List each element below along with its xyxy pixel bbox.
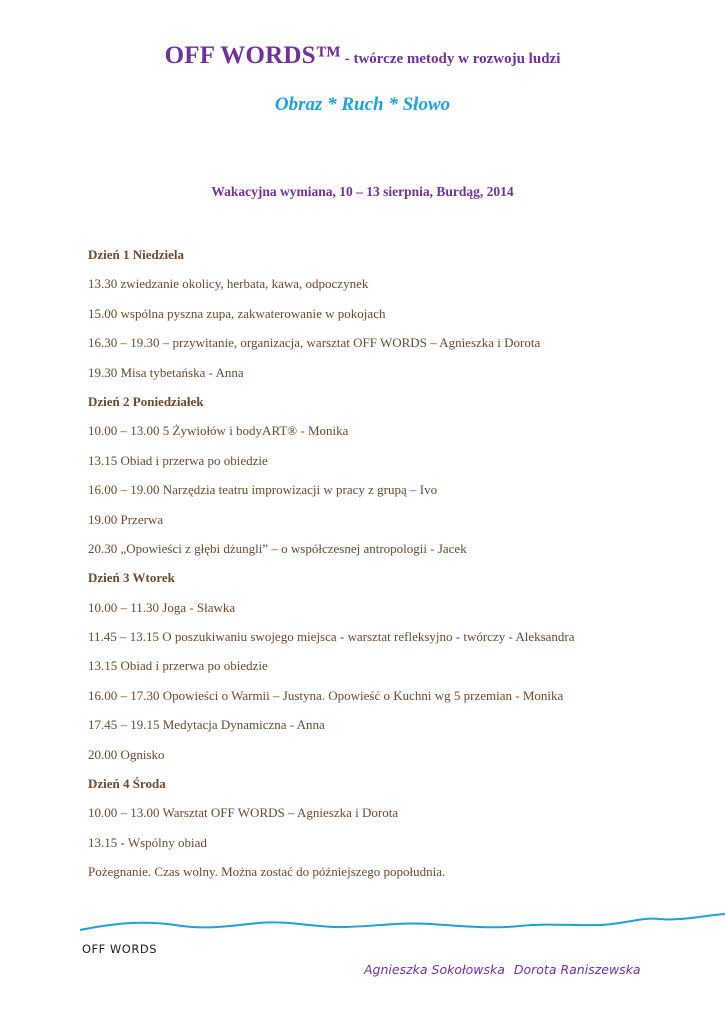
schedule-item: Pożegnanie. Czas wolny. Można zostać do późniejszego popołudnia. <box>88 864 446 880</box>
schedule-item: 19.00 Przerwa <box>88 511 164 527</box>
schedule-item: 13.15 Obiad i przerwa po obiedzie <box>88 658 268 674</box>
schedule-item: 15.00 wspólna pyszna zupa, zakwaterowanie w pokojach <box>88 305 386 321</box>
motto: Obraz * Ruch * Słowo <box>274 94 451 115</box>
schedule-item: 16.00 – 19.00 Narzędzia teatru improwizacji w pracy z grupą – Ivo <box>88 482 438 498</box>
day-heading: Dzień 4 Środa <box>88 776 166 792</box>
brand-subtitle: twórcze metody w rozwoju ludzi <box>353 51 561 67</box>
footer-authors <box>364 962 641 977</box>
schedule-item: 11.45 – 13.15 O poszukiwaniu swojego miejsca - warsztat refleksyjno - twórczy - Aleksandra <box>88 629 575 645</box>
schedule-item: 13.30 zwiedzanie okolicy, herbata, kawa, odpoczynek <box>88 276 369 292</box>
schedule-item: 20.30 „Opowieści z głębi dżungli” – o współczesnej antropologii - Jacek <box>88 540 467 556</box>
day-heading: Dzień 3 Wtorek <box>88 570 175 586</box>
schedule-item: 16.30 – 19.30 – przywitanie, organizacja, warsztat OFF WORDS – Agnieszka i Dorota <box>88 335 541 351</box>
schedule-item: 20.00 Ognisko <box>88 746 165 762</box>
event-heading: Wakacyjna wymiana, 10 – 13 sierpnia, Burdąg, 2014 <box>211 184 514 199</box>
day-heading: Dzień 1 Niedziela <box>88 247 185 262</box>
schedule-item: 10.00 – 13.00 Warsztat OFF WORDS – Agnieszka i Dorota <box>88 805 399 821</box>
schedule-item: 17.45 – 19.15 Medytacja Dynamiczna - Anna <box>88 717 325 733</box>
brand-title: OFF WORDS™ <box>164 42 341 69</box>
schedule-item: 16.00 – 17.30 Opowieści o Warmii – Justyna. Opowieść o Kuchni wg 5 przemian - Monika <box>88 687 564 703</box>
schedule-item: 10.00 – 13.00 5 Żywiołów i bodyART® - Monika <box>88 423 349 439</box>
schedule-item: 13.15 - Wspólny obiad <box>88 834 207 850</box>
schedule-item: 19.30 Misa tybetańska - Anna <box>88 364 244 380</box>
day-heading: Dzień 2 Poniedziałek <box>88 393 204 409</box>
footer-brand: OFF WORDS <box>82 942 158 956</box>
schedule-item: 13.15 Obiad i przerwa po obiedzie <box>88 452 268 468</box>
author-name: Agnieszka Sokołowska <box>364 962 505 977</box>
title-dash: - <box>340 51 354 67</box>
schedule-item: 10.00 – 11.30 Joga - Sławka <box>88 599 236 615</box>
page-title <box>0 42 725 70</box>
schedule-list <box>88 246 688 893</box>
author-name: Dorota Raniszewska <box>513 962 641 977</box>
